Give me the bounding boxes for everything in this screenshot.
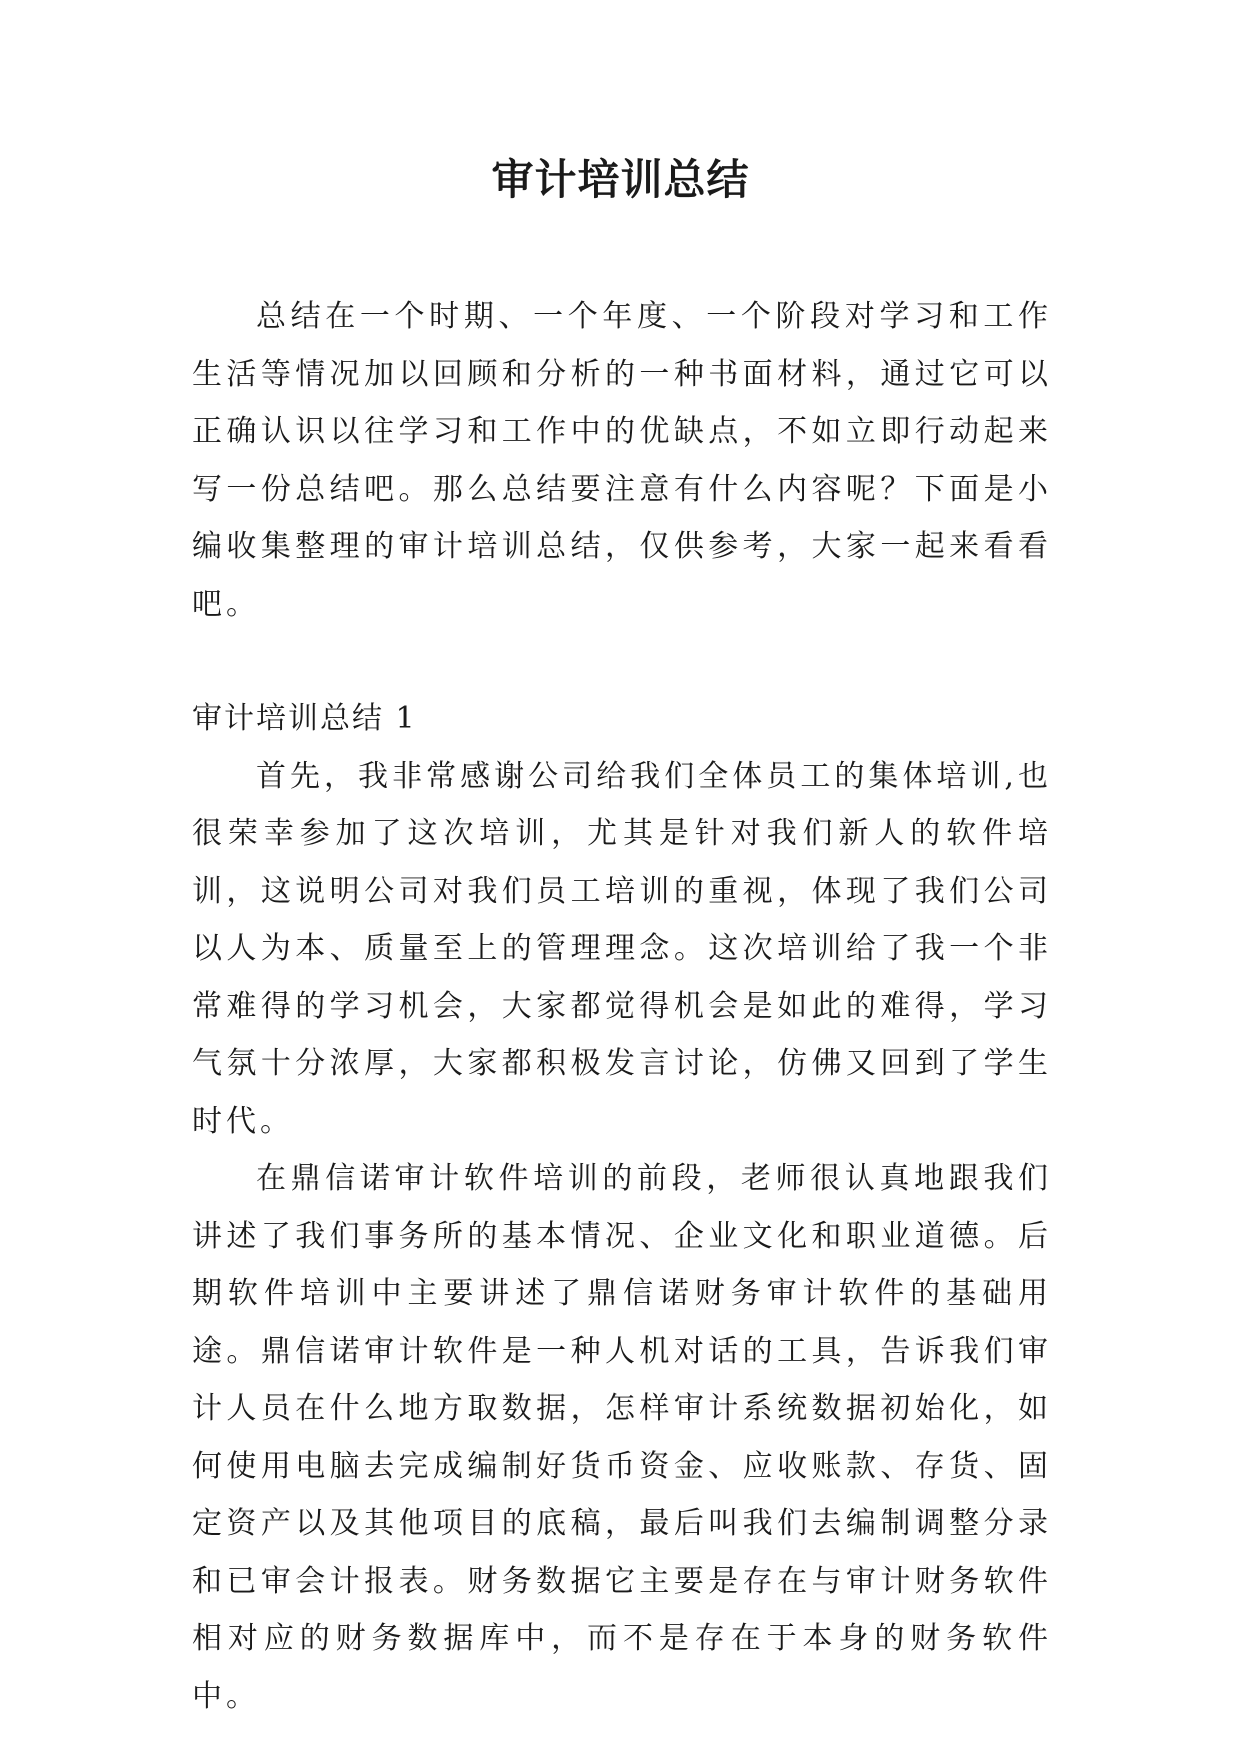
- body-paragraph-1: 首先，我非常感谢公司给我们全体员工的集体培训,也很荣幸参加了这次培训，尤其是针对我们新人的软件培训，这说明公司对我们员工培训的重视，体现了我们公司以人为本、质量至上的管理理念。这次培训给了我一个非常难得的学习机会，大家都觉得机会是如此的难得，学习气氛十分浓厚，大家都积极发言讨论，仿佛又回到了学生时代。: [192, 758, 1052, 1139]
- section-heading: 审计培训总结 1: [192, 701, 417, 736]
- body-paragraph-2: 在鼎信诺审计软件培训的前段，老师很认真地跟我们讲述了我们事务所的基本情况、企业文化和职业道德。后期软件培训中主要讲述了鼎信诺财务审计软件的基础用途。鼎信诺审计软件是一种人机对话的工具，告诉我们审计人员在什么地方取数据，怎样审计系统数据初始化，如何使用电脑去完成编制好货币资金、应收账款、存货、固定资产以及其他项目的底稿，最后叫我们去编制调整分录和已审会计报表。财务数据它主要是存在与审计财务软件相对应的财务数据库中，而不是存在于本身的财务软件中。: [192, 1161, 1052, 1714]
- section-spacer: [192, 633, 1052, 690]
- document-body: [192, 288, 1052, 1725]
- document-title: 审计培训总结: [491, 155, 750, 204]
- intro-paragraph: 总结在一个时期、一个年度、一个阶段对学习和工作生活等情况加以回顾和分析的一种书面材料，通过它可以正确认识以往学习和工作中的优缺点，不如立即行动起来写一份总结吧。那么总结要注意有什么内容呢？下面是小编收集整理的审计培训总结，仅供参考，大家一起来看看吧。: [192, 299, 1052, 622]
